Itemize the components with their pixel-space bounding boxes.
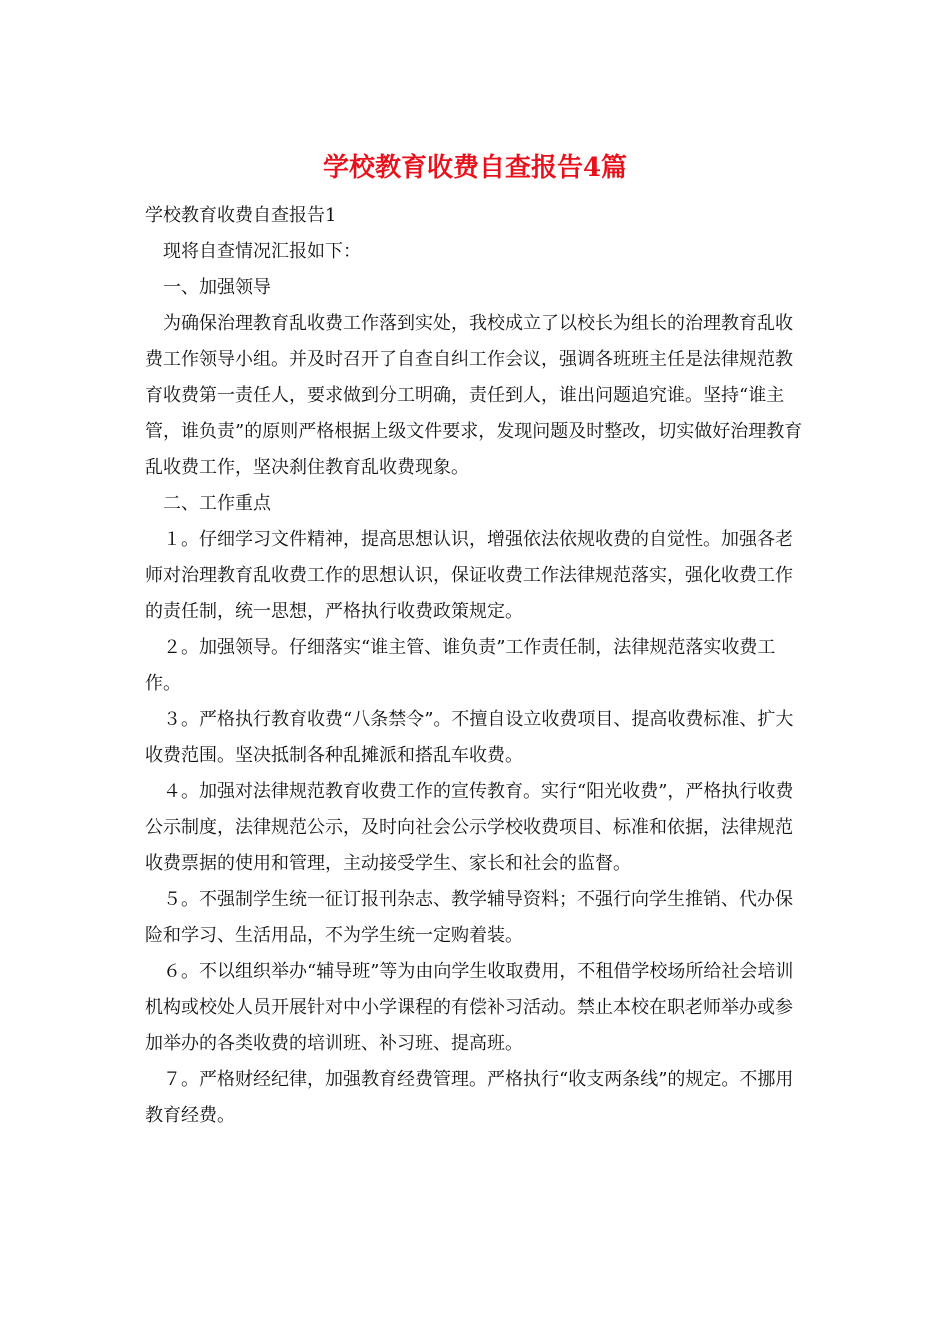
list-item-4: ４。加强对法律规范教育收费工作的宣传教育。实行“阳光收费”，严格执行收费公示制度，法律规范公示，及时向社会公示学校收费项目、标准和依据，法律规范收费票据的使用和管理，主动接受学生、家长和社会的监督。: [145, 781, 794, 874]
list-item-5: ５。不强制学生统一征订报刊杂志、教学辅导资料；不强行向学生推销、代办保险和学习、生活用品，不为学生统一定购着装。: [145, 889, 793, 946]
paragraph-subtitle: 学校教育收费自查报告1: [145, 205, 337, 226]
list-item-3: ３。严格执行教育收费“八条禁令”。不擅自设立收费项目、提高收费标准、扩大收费范围。坚决抵制各种乱摊派和搭乱车收费。: [145, 709, 794, 766]
list-item-2: ２。加强领导。仔细落实“谁主管、谁负责”工作责任制，法律规范落实收费工作。: [145, 637, 776, 694]
heading-section-1: 一、加强领导: [163, 277, 271, 298]
list-item-6: ６。不以组织举办“辅导班”等为由向学生收取费用，不租借学校场所给社会培训机构或校处人员开展针对中小学课程的有偿补习活动。禁止本校在职老师举办或参加举办的各类收费的培训班、补习班、提高班。: [145, 961, 794, 1054]
paragraph-intro: 现将自查情况汇报如下：: [163, 241, 361, 262]
paragraph-section-1: 为确保治理教育乱收费工作落到实处，我校成立了以校长为组长的治理教育乱收费工作领导小组。并及时召开了自查自纠工作会议，强调各班班主任是法律规范教育收费第一责任人，要求做到分工明确，责任到人，谁出问题追究谁。坚持“谁主管，谁负责”的原则严格根据上级文件要求，发现问题及时整改，切实做好治理教育乱收费工作，坚决刹住教育乱收费现象。: [145, 313, 803, 478]
list-item-7: ７。严格财经纪律，加强教育经费管理。严格执行“收支两条线”的规定。不挪用教育经费。: [145, 1069, 794, 1126]
list-item-1: １。仔细学习文件精神，提高思想认识，增强依法依规收费的自觉性。加强各老师对治理教育乱收费工作的思想认识，保证收费工作法律规范落实，强化收费工作的责任制，统一思想，严格执行收费政策规定。: [145, 529, 793, 622]
heading-section-2: 二、工作重点: [163, 493, 271, 514]
document-body: [145, 198, 810, 1134]
page-title: 学校教育收费自查报告4篇: [322, 153, 628, 183]
